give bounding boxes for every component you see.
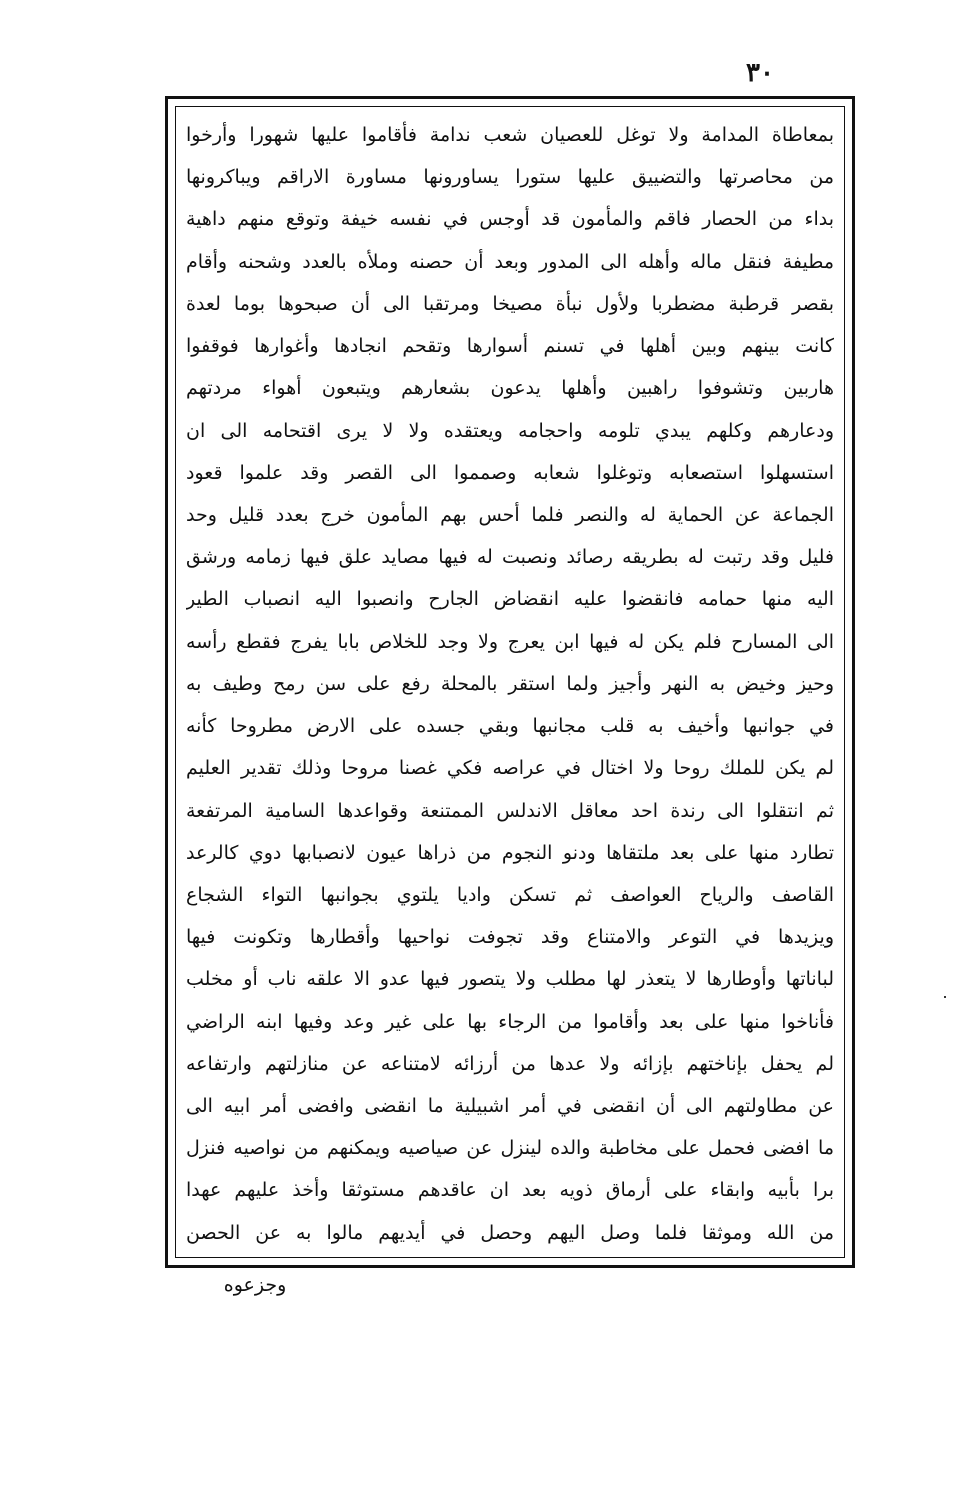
- text-line: فأناخوا منها على بعد وأقاموا من الرجاء بها على غير وعد وفيها ابنه الراضي: [186, 1010, 834, 1033]
- ink-speck: [944, 996, 946, 998]
- text-line: ويزيدها في التوعر والامتناع وقد تجوفت نواحيها وأقطارها وتكونت فيها: [186, 926, 834, 949]
- text-line: مطيفة فنقل ماله وأهله الى المدور وبعد أن حصنه وملأه بالعدد وشحنه وأقام: [186, 250, 834, 273]
- text-line: استسهلوا استصعابه وتوغلوا شعابه وصمموا الى القصر وقد علموا قعود: [186, 461, 834, 484]
- text-line: من الله وموثقا فلما وصل اليهم وحصل في أيديهم مالوا به عن الحصن: [186, 1221, 834, 1244]
- text-line: في جوانبها وأخيف به قلب مجانبها وبقي جسده على الارض مطروحا كأنه: [186, 715, 834, 738]
- text-line: كانت بينهم وبين أهلها في تسنم أسوارها وتقحم انجادها وأغوارها فوقفوا: [186, 335, 834, 358]
- text-line: من محاصرتها والتضييق عليها ستورا يساورونها مساورة الاراقم ويباكرونها: [186, 166, 834, 189]
- text-line: القاصف والرياح العواصف ثم تسكن واديا يلتوي بجوانبها التواء الشجاع: [186, 883, 834, 906]
- text-line: برا بأبيه وابقاء على أرماق ذويه بعد ان عاقدهم مستوثقا وأخذ عليهم عهدا: [186, 1179, 834, 1202]
- body-text: [186, 118, 834, 1250]
- text-line: بداء من الحصار فاقم والمأمون قد أوجس في نفسه خيفة وتوقع منهم داهية: [186, 208, 834, 231]
- text-line: تطارد منها على بعد ملتقاها ودنو النجوم من ذراها عيون لانصبابها دوي كالرعد: [186, 841, 834, 864]
- page-number: ٣٠: [746, 58, 774, 88]
- text-line: لباناتها وأوطارها لا يتعذر لها مطلب ولا يتصور فيها عدو الا علقه ناب أو مخلب: [186, 968, 834, 991]
- text-line: عن مطاولتهم الى أن انقضى في أمر اشبيلية ما انقضى وافضى أمر ابيه الى: [186, 1095, 834, 1118]
- text-line: لم يحفل بإناختهم بإزائه ولا عدها من أرزائه لامتناعه عن منازلتهم وارتفاعه: [186, 1052, 834, 1075]
- catchword: وجزعوه: [223, 1274, 287, 1296]
- text-line: بقصر قرطبة مضطربا ولأول نبأة مصيخا ومرتقبا الى أن صبحوها بوما لعدة: [186, 292, 834, 315]
- text-line: الجماعة عن الحماية له والنصر فلما أحس بهم المأمون خرج بعدد قليل وحد: [186, 503, 834, 526]
- text-line: ما افضى فحمل على مخاطبة والده لينزل عن صياصيه ويمكنهم من نواصيه فنزل: [186, 1137, 834, 1160]
- text-line: وحيز وخيض به النهر وأجيز ولما استقر بالمحلة رفع على سن رمح وطيف به: [186, 672, 834, 695]
- text-line: بمعاطاة المدامة ولا توغل للعصيان شعب ندامة فأقاموا عليها شهورا وأرخوا: [186, 124, 834, 146]
- text-line: لم يكن للملك روحا ولا اختال في عراصه فكي غصنا مروحا وذلك تقدير العليم: [186, 757, 834, 780]
- text-line: اليه منها حمامه فانقضوا عليه انقضاض الجارح وانصبوا اليه انصباب الطير: [186, 588, 834, 611]
- text-line: هاربين وتشوفوا راهبين وأهلها يدعون بشعارهم ويتبعون أهواء مردتهم: [186, 377, 834, 400]
- text-line: ثم انتقلوا الى رندة احد معاقل الاندلس الممتنعة وقواعدها السامية المرتفعة: [186, 799, 834, 822]
- text-line: الى المسارح فلم يكن له فيها ابن يعرج ولا وجد للخلاص بابا يفرج فقطع رأسه: [186, 630, 834, 653]
- text-line: فليل وقد رتبت له بطريقه رصائد ونصبت له فيها مصايد علق فيها زمامه ورشق: [186, 546, 834, 569]
- text-line: ودعارهم وكلهم يبدي تلومه واحجامه ويعتقده ولا لا يرى اقتحامه الى ان: [186, 419, 834, 442]
